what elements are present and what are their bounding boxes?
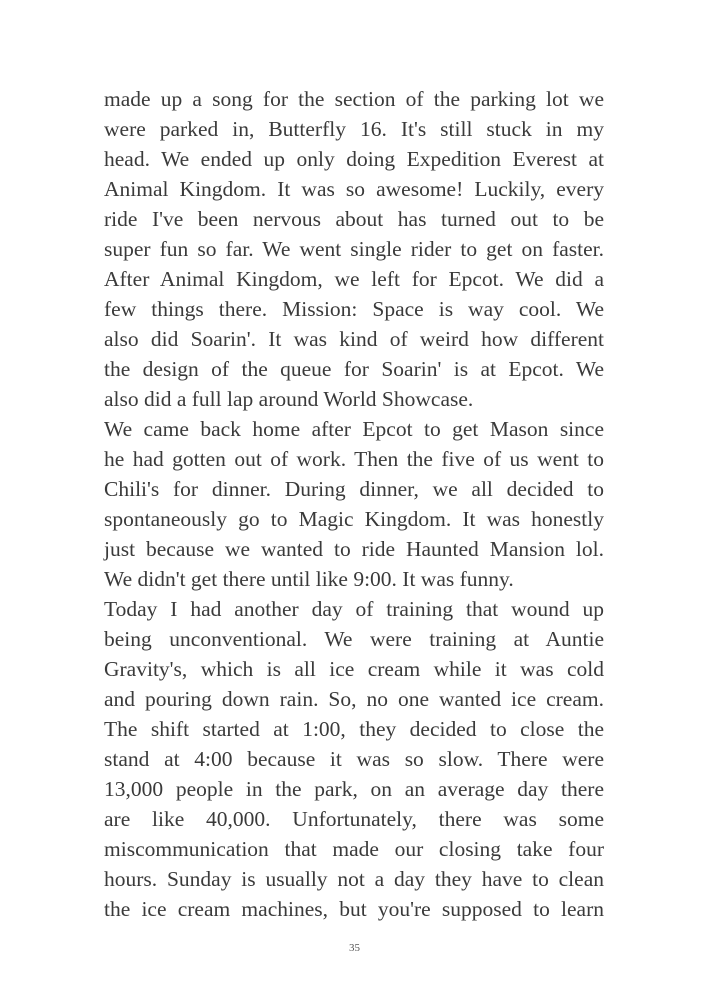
text-line: super fun so far. We went single rider to get on faster. (104, 237, 604, 261)
text-line: Chili's for dinner. During dinner, we all decided to (104, 477, 604, 501)
text-line: We came back home after Epcot to get Mason since (104, 417, 604, 441)
text-line: few things there. Mission: Space is way cool. We (104, 297, 604, 321)
page-number: 35 (349, 942, 360, 954)
body-text (104, 84, 604, 924)
text-line: We didn't get there until like 9:00. It was funny. (104, 567, 514, 591)
text-line: Today I had another day of training that wound up (104, 597, 604, 621)
text-line: miscommunication that made our closing take four (104, 837, 604, 861)
text-line: also did Soarin'. It was kind of weird how different (104, 327, 604, 351)
text-line: head. We ended up only doing Expedition Everest at (104, 147, 604, 171)
text-line: the ice cream machines, but you're supposed to learn (104, 897, 604, 921)
text-line: also did a full lap around World Showcase. (104, 387, 474, 411)
text-line: being unconventional. We were training at Auntie (104, 627, 604, 651)
text-line: the design of the queue for Soarin' is at Epcot. We (104, 357, 604, 381)
text-line: and pouring down rain. So, no one wanted ice cream. (104, 687, 604, 711)
text-line: just because we wanted to ride Haunted Mansion lol. (104, 537, 604, 561)
text-line: Animal Kingdom. It was so awesome! Luckily, every (104, 177, 604, 201)
text-line: are like 40,000. Unfortunately, there was some (104, 807, 604, 831)
text-line: ride I've been nervous about has turned out to be (104, 207, 604, 231)
text-line: were parked in, Butterfly 16. It's still stuck in my (104, 117, 604, 141)
text-line: After Animal Kingdom, we left for Epcot. We did a (104, 267, 604, 291)
text-line: Gravity's, which is all ice cream while it was cold (104, 657, 604, 681)
text-line: The shift started at 1:00, they decided to close the (104, 717, 604, 741)
text-line: 13,000 people in the park, on an average day there (104, 777, 604, 801)
text-line: spontaneously go to Magic Kingdom. It was honestly (104, 507, 604, 531)
text-line: he had gotten out of work. Then the five of us went to (104, 447, 604, 471)
text-line: hours. Sunday is usually not a day they have to clean (104, 867, 604, 891)
text-line: stand at 4:00 because it was so slow. There were (104, 747, 604, 771)
text-line: made up a song for the section of the parking lot we (104, 87, 604, 111)
